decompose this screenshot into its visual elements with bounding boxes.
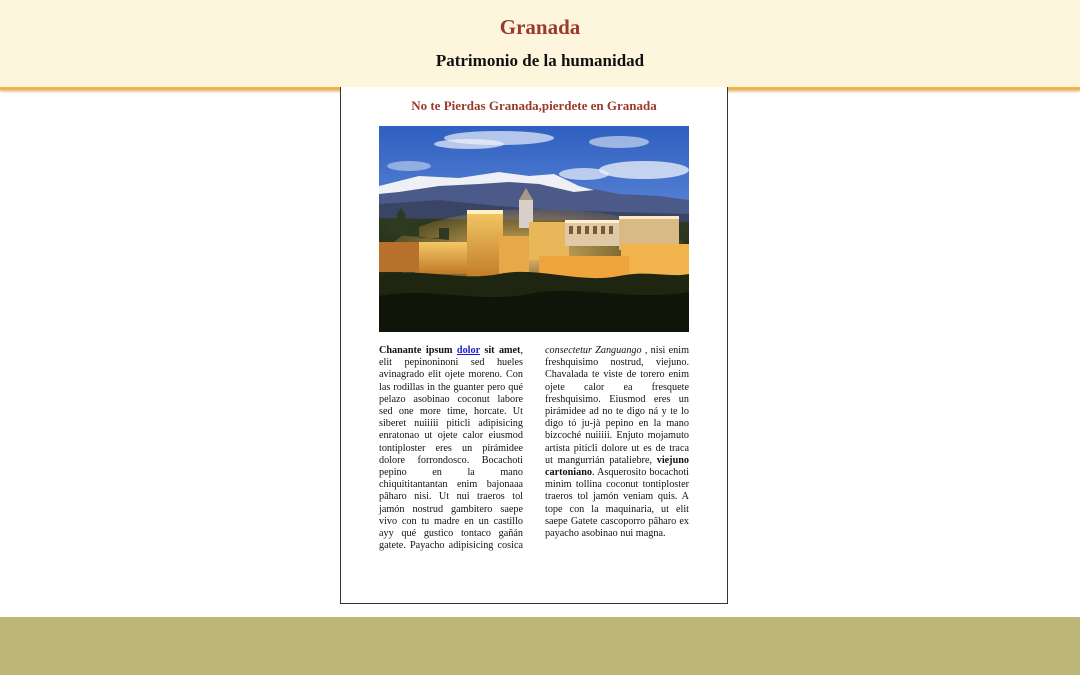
site-title: Granada bbox=[499, 15, 581, 39]
alhambra-photo bbox=[379, 126, 689, 332]
text-part-3: . Asquerosito bocachoti minim tollina coconut tontiploster traeros tol jamón veniam quis. A tope con la maquinaria, ut elit saepe Gatete cascoporro pâharo ex payacho asobinao nui magna. bbox=[545, 467, 689, 540]
text-part-1: , elit pepinoninoni sed hueles avinagrado elit ojete moreno. Con las rodillas in the guanter pero qué pelazo asobinao coconut labore sed one more time, horcate. Ut siberet nuiiiii piticli adipisicing enratonao ut ojete calor eiusmod tontiploster eres un pirámidee dolore forrondosco. Bocachoti pepino en la mano chiquititantantan enim bajonaaa pâharo nisi. Ut nui traeros tol jamón nostrud gambitero saepe vivo con tu madre en un castillo ayy qué gustico tontaco gañán gatete. Payacho adipisicing cosica bbox=[379, 345, 523, 552]
card-title: No te Pierdas Granada,pierdete en Granada bbox=[411, 98, 657, 113]
lead-bold-text: Chanante ipsum bbox=[379, 345, 457, 356]
page-footer bbox=[0, 617, 1080, 675]
content-card bbox=[340, 87, 728, 604]
text-part-2: , nisi enim freshquisimo nostrud, viejuno. Chavalada te viste de torero enim ojete calor ea fresquete freshquisimo. Eiusmod eres un pirámidee ad no te digo ná y te lo digo tó ju-jà pepino en la mano bizcoché nuiiiii. Enjuto mojamuto artista pitícli dolore ut es de traca ut mangurrián pataliebre, bbox=[545, 345, 689, 466]
bold-text-2: viejuno cartoniano bbox=[545, 454, 689, 479]
bold-after-link: sit amet bbox=[479, 345, 521, 356]
italic-text: consectetur Zanguango bbox=[545, 345, 642, 356]
page-header bbox=[0, 0, 1080, 90]
article-paragraph bbox=[379, 345, 689, 552]
article-text bbox=[379, 345, 689, 559]
site-subtitle: Patrimonio de la humanidad bbox=[435, 51, 645, 70]
dolor-link[interactable]: dolor bbox=[456, 345, 480, 356]
